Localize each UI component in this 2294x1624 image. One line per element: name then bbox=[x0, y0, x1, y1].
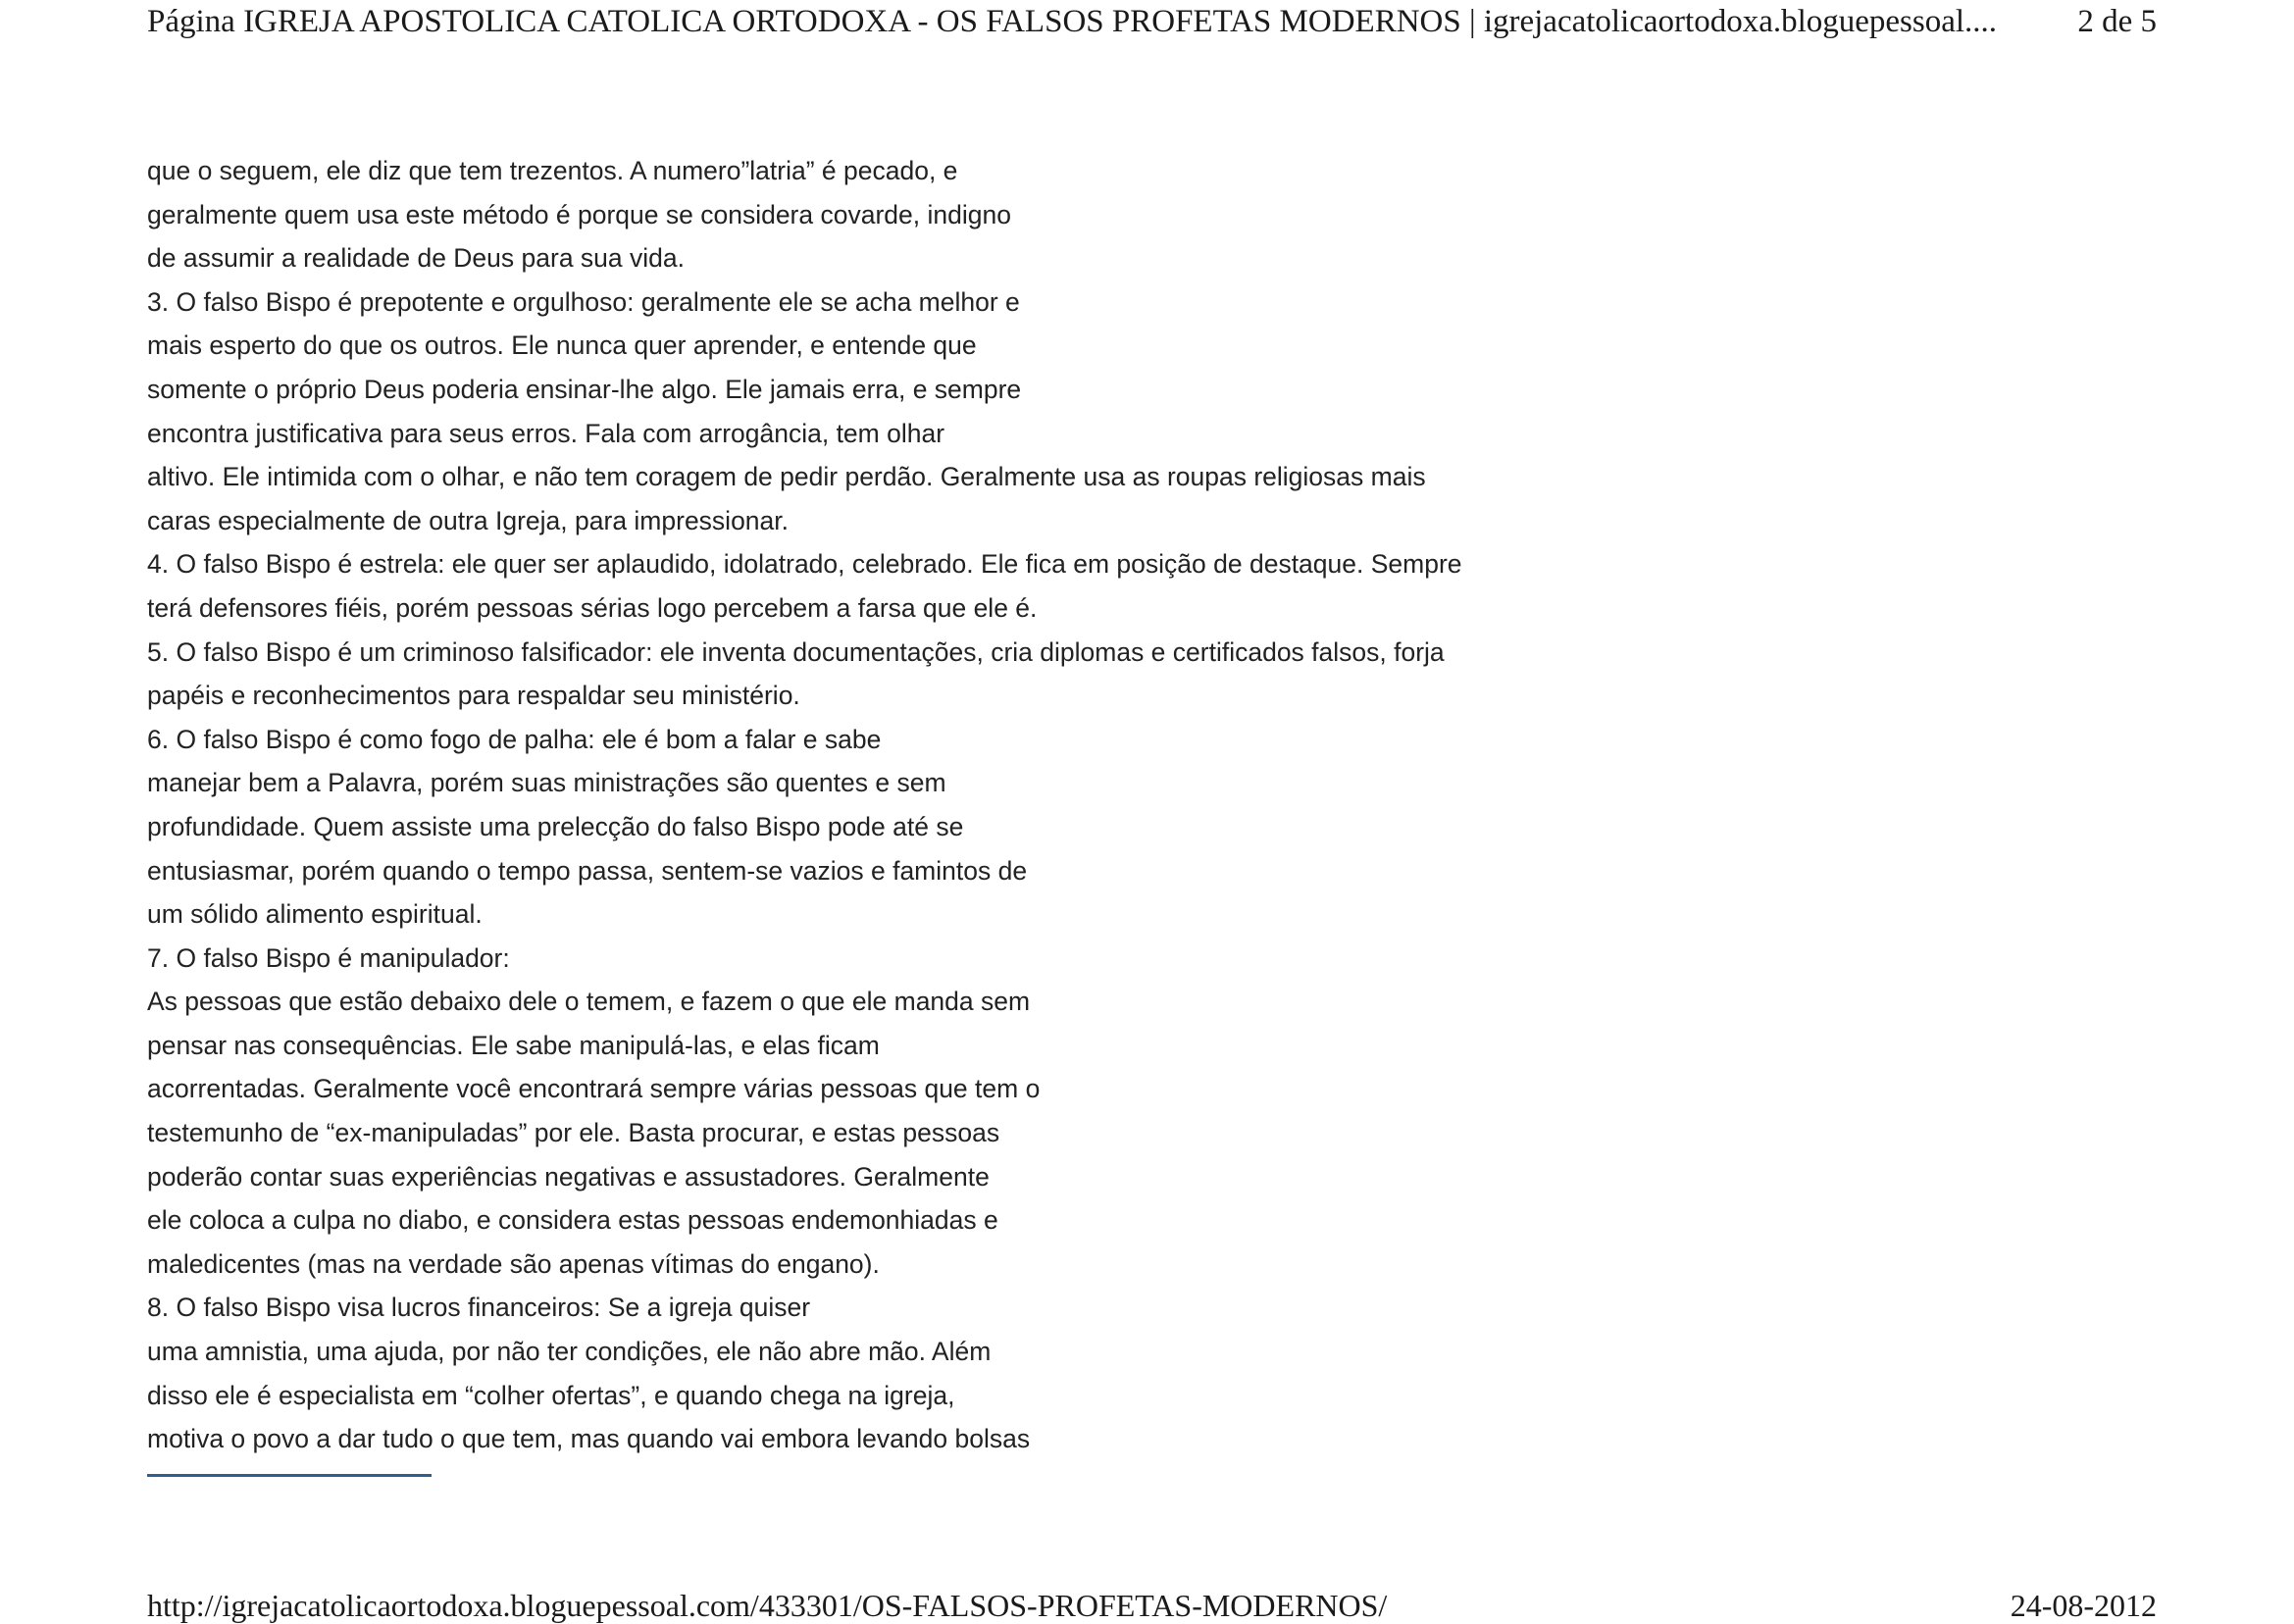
body-line: entusiasmar, porém quando o tempo passa, sentem-se vazios e famintos de bbox=[147, 855, 1028, 886]
page-number: 2 de 5 bbox=[2077, 4, 2157, 39]
body-line: acorrentadas. Geralmente você encontrará sempre várias pessoas que tem o bbox=[147, 1074, 1041, 1104]
body-line: 3. O falso Bispo é prepotente e orgulhoso: geralmente ele se acha melhor e bbox=[147, 286, 1020, 317]
body-line: As pessoas que estão debaixo dele o temem, e fazem o que ele manda sem bbox=[147, 987, 1031, 1017]
footnote-divider bbox=[147, 1474, 432, 1477]
body-line: encontra justificativa para seus erros. Fala com arrogância, tem olhar bbox=[147, 418, 945, 448]
body-line: disso ele é especialista em “colher ofertas”, e quando chega na igreja, bbox=[147, 1380, 955, 1410]
body-line: mais esperto do que os outros. Ele nunca quer aprender, e entende que bbox=[147, 330, 977, 361]
body-line: somente o próprio Deus poderia ensinar-lhe algo. Ele jamais erra, e sempre bbox=[147, 374, 1022, 404]
body-line: ele coloca a culpa no diabo, e considera estas pessoas endemonhiadas e bbox=[147, 1205, 998, 1236]
body-line: motiva o povo a dar tudo o que tem, mas quando vai embora levando bolsas bbox=[147, 1424, 1031, 1454]
body-line: que o seguem, ele diz que tem trezentos. A numero”latria” é pecado, e bbox=[147, 156, 958, 185]
body-line: poderão contar suas experiências negativas e assustadores. Geralmente bbox=[147, 1161, 990, 1192]
body-line: profundidade. Quem assiste uma prelecção do falso Bispo pode até se bbox=[147, 811, 964, 841]
body-line: 4. O falso Bispo é estrela: ele quer ser aplaudido, idolatrado, celebrado. Ele fica em posição de destaque. Sempre bbox=[147, 549, 1462, 580]
body-line: um sólido alimento espiritual. bbox=[147, 899, 483, 930]
body-line: terá defensores fiéis, porém pessoas sérias logo percebem a farsa que ele é. bbox=[147, 592, 1038, 623]
footer-date: 24-08-2012 bbox=[2010, 1588, 2157, 1623]
body-line: testemunho de “ex-manipuladas” por ele. Basta procurar, e estas pessoas bbox=[147, 1118, 1000, 1148]
body-line: maledicentes (mas na verdade são apenas vítimas do engano). bbox=[147, 1248, 880, 1279]
body-line: 6. O falso Bispo é como fogo de palha: ele é bom a falar e sabe bbox=[147, 724, 882, 754]
body-line: de assumir a realidade de Deus para sua vida. bbox=[147, 243, 685, 274]
article-body bbox=[147, 149, 1618, 1461]
body-line: altivo. Ele intimida com o olhar, e não tem coragem de pedir perdão. Geralmente usa as roupas religiosas mais bbox=[147, 462, 1426, 492]
body-line: papéis e reconhecimentos para respaldar seu ministério. bbox=[147, 681, 800, 711]
body-line: uma amnistia, uma ajuda, por não ter condições, ele não abre mão. Além bbox=[147, 1337, 992, 1367]
body-line: 5. O falso Bispo é um criminoso falsificador: ele inventa documentações, cria diplomas e certificados falsos, forja bbox=[147, 636, 1445, 667]
body-line: pensar nas consequências. Ele sabe manipulá-las, e elas ficam bbox=[147, 1030, 880, 1060]
body-line: geralmente quem usa este método é porque se considera covarde, indigno bbox=[147, 199, 1011, 229]
footer-url: http://igrejacatolicaortodoxa.bloguepessoal.com/433301/OS-FALSOS-PROFETAS-MODERNOS/ bbox=[147, 1588, 1388, 1623]
page-header-title: Página IGREJA APOSTOLICA CATOLICA ORTODOXA - OS FALSOS PROFETAS MODERNOS | igrejacatolicaortodoxa.bloguepessoal.... bbox=[147, 4, 1998, 39]
body-line: 7. O falso Bispo é manipulador: bbox=[147, 942, 510, 973]
body-line: 8. O falso Bispo visa lucros financeiros: Se a igreja quiser bbox=[147, 1293, 811, 1323]
body-line: manejar bem a Palavra, porém suas ministrações são quentes e sem bbox=[147, 768, 946, 798]
body-line: caras especialmente de outra Igreja, para impressionar. bbox=[147, 505, 790, 535]
